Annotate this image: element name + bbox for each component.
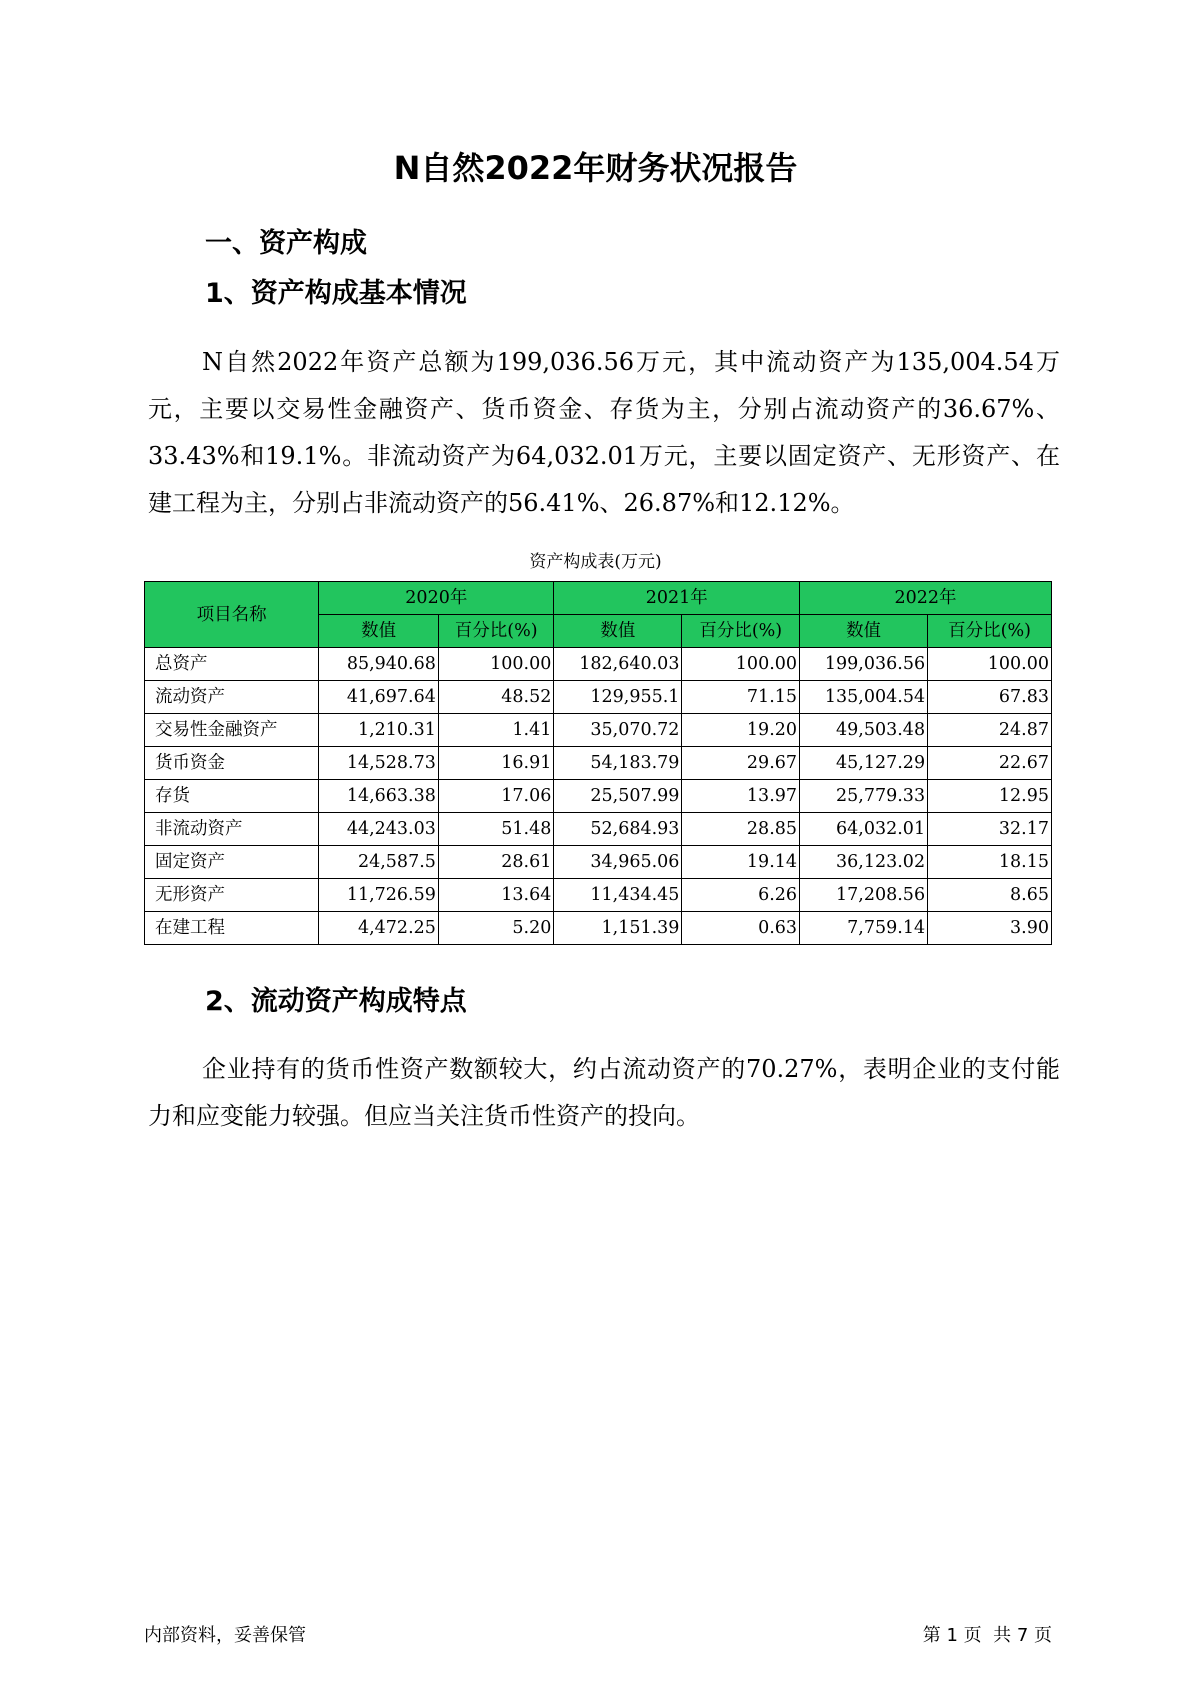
cell-value: 34,965.06 (554, 846, 682, 879)
table-row (145, 813, 1052, 846)
cell-percent: 19.14 (682, 846, 800, 879)
row-name: 在建工程 (145, 912, 319, 945)
cell-percent: 5.20 (438, 912, 553, 945)
cell-percent: 3.90 (928, 912, 1052, 945)
header-year-2020: 2020年 (319, 582, 554, 615)
cell-percent: 12.95 (928, 780, 1052, 813)
header-year-2022: 2022年 (800, 582, 1052, 615)
page-title: N自然2022年财务状况报告 (393, 149, 798, 187)
cell-value: 7,759.14 (800, 912, 928, 945)
table-row (145, 846, 1052, 879)
asset-summary-paragraph: N自然2022年资产总额为199,036.56万元，其中流动资产为135,004.54万元，主要以交易性金融资产、货币资金、存货为主，分别占流动资产的36.67%、33.43%和19.1%。非流动资产为64,032.01万元，主要以固定资产、无形资产、在建工程为主，分别占非流动资产的56.41%、26.87%和12.12%。 (148, 348, 1060, 517)
cell-percent: 8.65 (928, 879, 1052, 912)
subheader-percent: 百分比(%) (682, 615, 800, 648)
cell-value: 24,587.5 (319, 846, 439, 879)
cell-value: 135,004.54 (800, 681, 928, 714)
cell-percent: 51.48 (438, 813, 553, 846)
cell-value: 54,183.79 (554, 747, 682, 780)
row-name: 存货 (145, 780, 319, 813)
header-year-2021: 2021年 (554, 582, 800, 615)
row-name: 总资产 (145, 648, 319, 681)
cell-value: 52,684.93 (554, 813, 682, 846)
cell-value: 11,726.59 (319, 879, 439, 912)
cell-value: 45,127.29 (800, 747, 928, 780)
cell-percent: 16.91 (438, 747, 553, 780)
cell-value: 1,151.39 (554, 912, 682, 945)
table-row (145, 714, 1052, 747)
row-name: 无形资产 (145, 879, 319, 912)
cell-value: 25,507.99 (554, 780, 682, 813)
cell-value: 199,036.56 (800, 648, 928, 681)
cell-value: 25,779.33 (800, 780, 928, 813)
cell-value: 35,070.72 (554, 714, 682, 747)
row-name: 货币资金 (145, 747, 319, 780)
cell-percent: 24.87 (928, 714, 1052, 747)
cell-percent: 29.67 (682, 747, 800, 780)
current-assets-paragraph: 企业持有的货币性资产数额较大，约占流动资产的70.27%，表明企业的支付能力和应变能力较强。但应当关注货币性资产的投向。 (148, 1055, 1060, 1130)
cell-value: 49,503.48 (800, 714, 928, 747)
subsection-heading-current-assets: 2、流动资产构成特点 (205, 986, 467, 1017)
cell-percent: 71.15 (682, 681, 800, 714)
cell-percent: 22.67 (928, 747, 1052, 780)
subheader-value: 数值 (319, 615, 439, 648)
cell-value: 182,640.03 (554, 648, 682, 681)
cell-value: 14,663.38 (319, 780, 439, 813)
cell-value: 41,697.64 (319, 681, 439, 714)
header-item-name: 项目名称 (145, 582, 319, 648)
cell-percent: 18.15 (928, 846, 1052, 879)
subheader-percent: 百分比(%) (438, 615, 553, 648)
cell-percent: 100.00 (928, 648, 1052, 681)
cell-value: 17,208.56 (800, 879, 928, 912)
table-caption: 资产构成表(万元) (529, 552, 662, 572)
footer-confidential-note: 内部资料，妥善保管 (144, 1625, 306, 1646)
cell-percent: 0.63 (682, 912, 800, 945)
cell-value: 4,472.25 (319, 912, 439, 945)
subheader-percent: 百分比(%) (928, 615, 1052, 648)
row-name: 非流动资产 (145, 813, 319, 846)
cell-percent: 19.20 (682, 714, 800, 747)
cell-percent: 32.17 (928, 813, 1052, 846)
cell-percent: 13.97 (682, 780, 800, 813)
subheader-value: 数值 (800, 615, 928, 648)
cell-percent: 28.61 (438, 846, 553, 879)
subsection-heading-basic: 1、资产构成基本情况 (205, 278, 467, 309)
row-name: 流动资产 (145, 681, 319, 714)
cell-percent: 67.83 (928, 681, 1052, 714)
cell-value: 14,528.73 (319, 747, 439, 780)
table-row (145, 912, 1052, 945)
cell-value: 1,210.31 (319, 714, 439, 747)
cell-percent: 100.00 (438, 648, 553, 681)
cell-value: 36,123.02 (800, 846, 928, 879)
cell-percent: 13.64 (438, 879, 553, 912)
section-heading: 一、资产构成 (205, 228, 367, 259)
table-row (145, 648, 1052, 681)
table-row (145, 879, 1052, 912)
row-name: 交易性金融资产 (145, 714, 319, 747)
asset-composition-table (144, 581, 1052, 945)
cell-percent: 6.26 (682, 879, 800, 912)
table-row (145, 747, 1052, 780)
table-header-row (145, 582, 1052, 615)
cell-value: 44,243.03 (319, 813, 439, 846)
footer-page-number: 第 1 页 共 7 页 (922, 1625, 1052, 1646)
cell-percent: 100.00 (682, 648, 800, 681)
cell-percent: 1.41 (438, 714, 553, 747)
cell-percent: 28.85 (682, 813, 800, 846)
subheader-value: 数值 (554, 615, 682, 648)
cell-percent: 17.06 (438, 780, 553, 813)
cell-value: 64,032.01 (800, 813, 928, 846)
cell-value: 11,434.45 (554, 879, 682, 912)
cell-value: 85,940.68 (319, 648, 439, 681)
row-name: 固定资产 (145, 846, 319, 879)
cell-percent: 48.52 (438, 681, 553, 714)
cell-value: 129,955.1 (554, 681, 682, 714)
table-row (145, 681, 1052, 714)
table-row (145, 780, 1052, 813)
